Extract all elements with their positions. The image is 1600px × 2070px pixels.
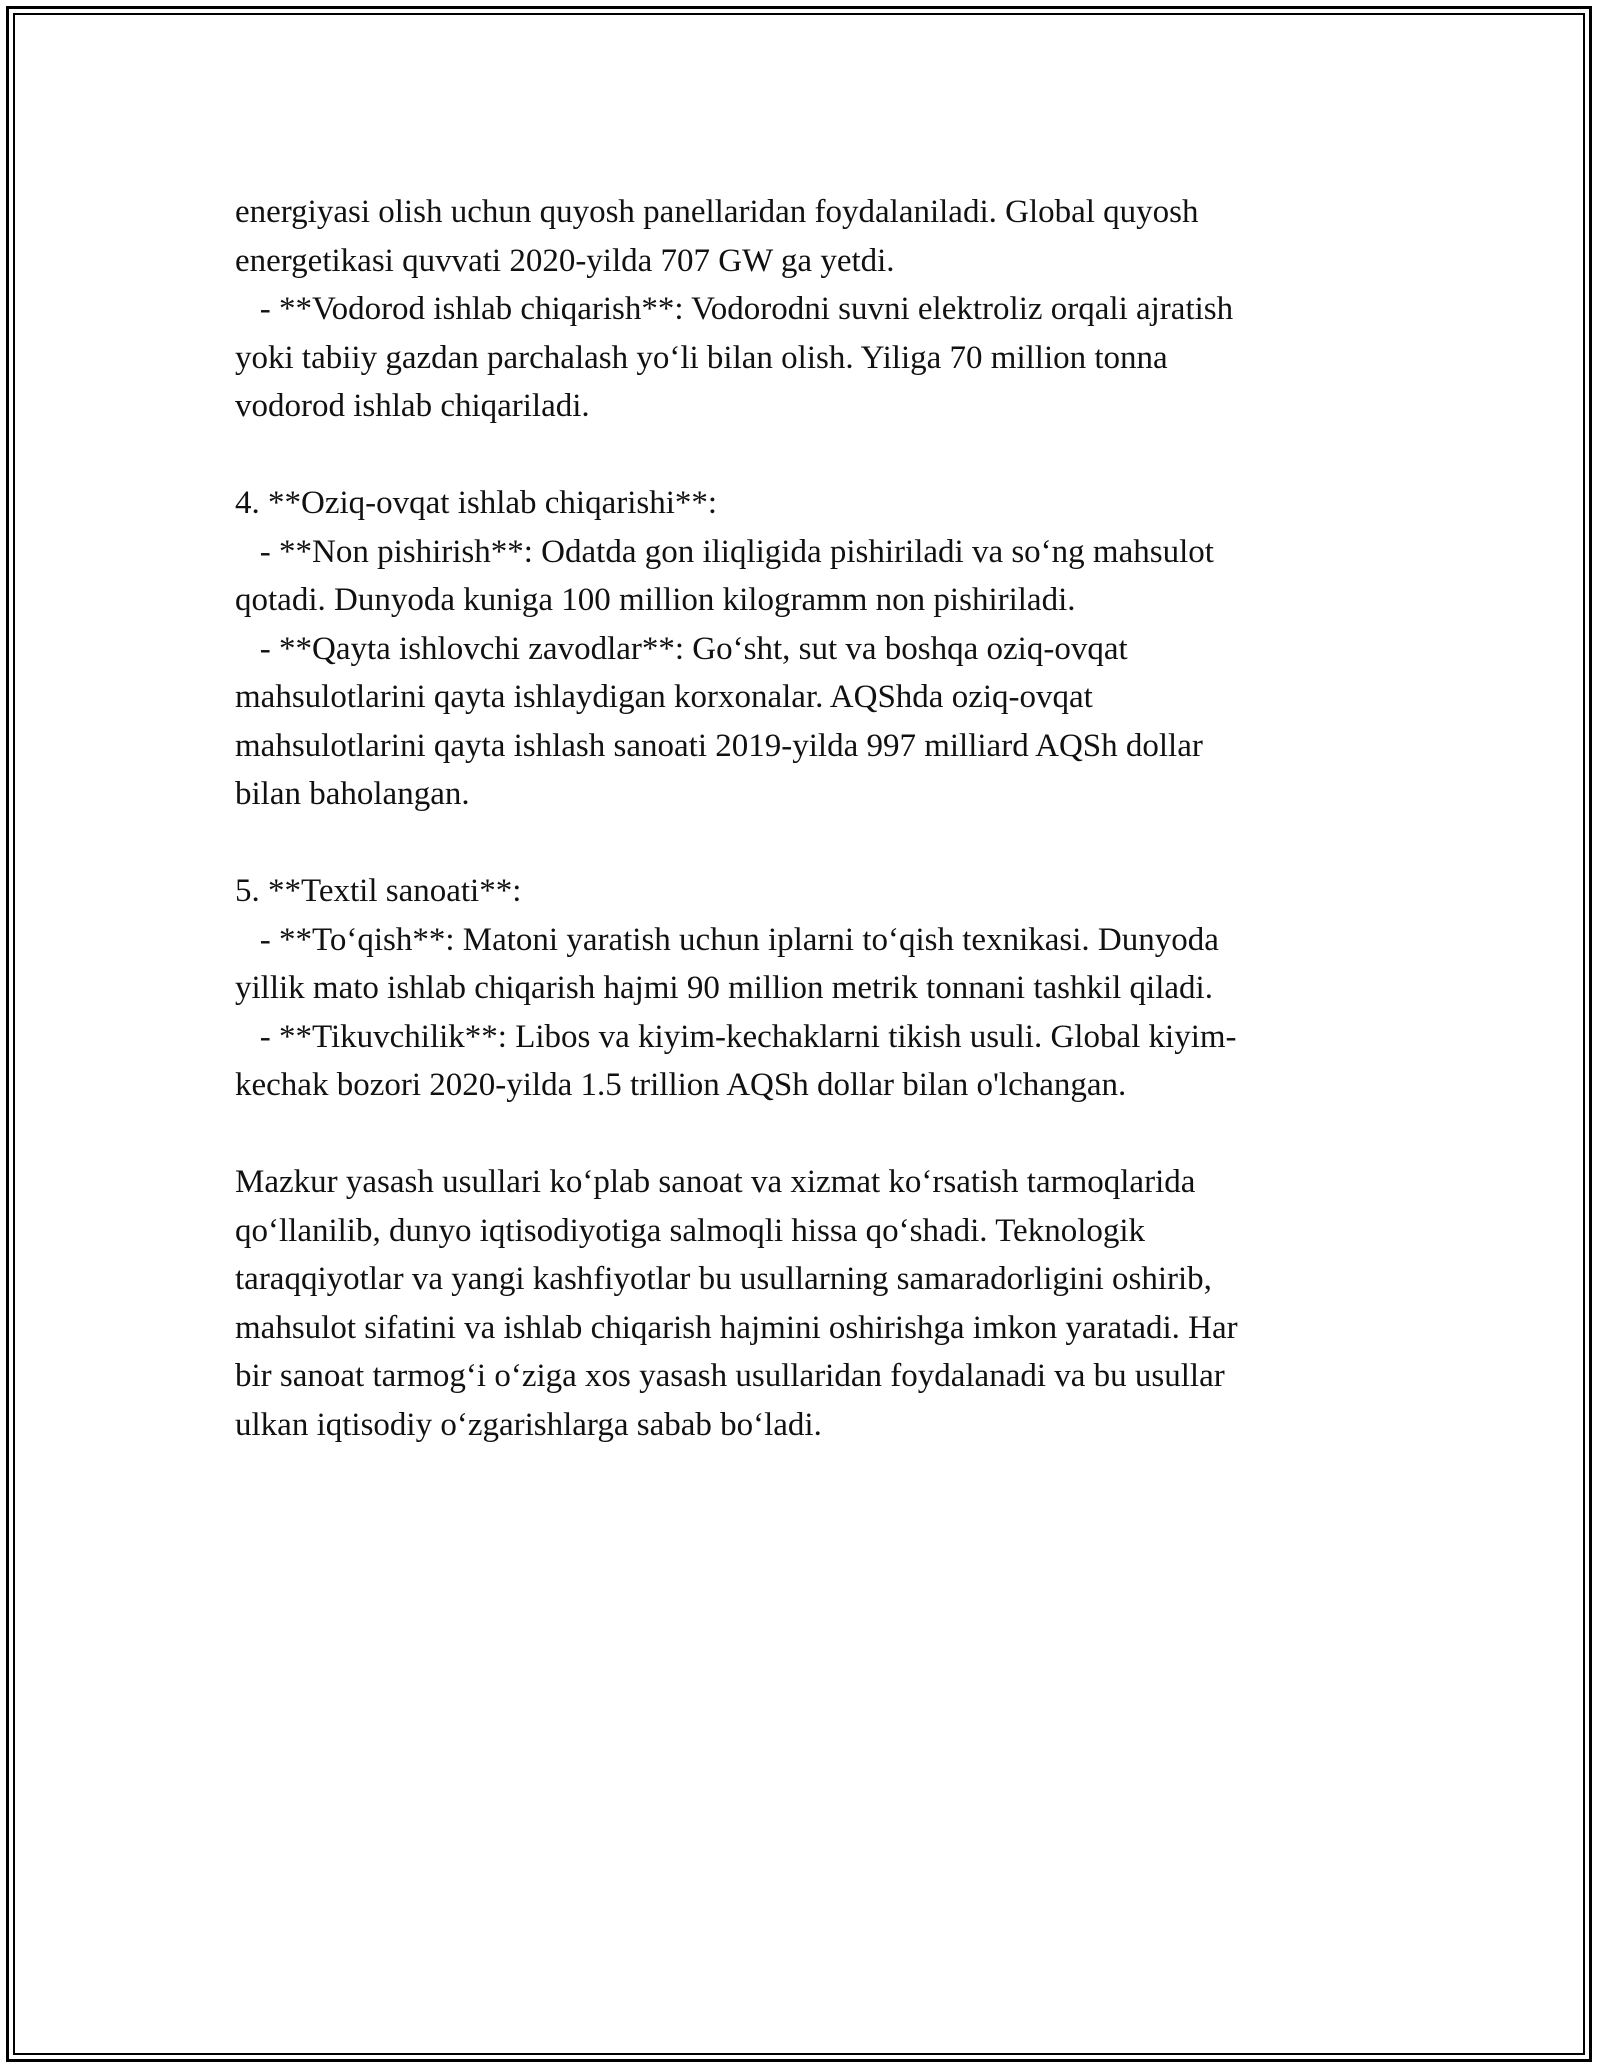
text-line: bilan baholangan.	[235, 776, 470, 812]
section-heading-oziq-ovqat: 4. **Oziq-ovqat ishlab chiqarishi**:	[235, 485, 718, 521]
paragraph-gap	[235, 431, 1365, 480]
list-item-qayta-ishlovchi: - **Qayta ishlovchi zavodlar**: Go‘sht, sut va boshqa oziq-ovqat	[235, 630, 1128, 667]
document-body	[235, 188, 1365, 1449]
text-line: energiyasi olish uchun quyosh panellaridan foydalaniladi. Global quyosh	[235, 194, 1199, 230]
conclusion-line: taraqqiyotlar va yangi kashfiyotlar bu usullarning samaradorligini oshirib,	[235, 1261, 1212, 1297]
text-line: qotadi. Dunyoda kuniga 100 million kilogramm non pishiriladi.	[235, 582, 1076, 618]
conclusion-line: qo‘llanilib, dunyo iqtisodiyotiga salmoqli hissa qo‘shadi. Teknologik	[235, 1212, 1146, 1249]
text-line: mahsulotlarini qayta ishlaydigan korxonalar. AQShda oziq-ovqat	[235, 679, 1093, 715]
text-line: yillik mato ishlab chiqarish hajmi 90 million metrik tonnani tashkil qiladi.	[235, 970, 1213, 1006]
section-heading-textil: 5. **Textil sanoati**:	[235, 873, 522, 909]
paragraph-gap	[235, 819, 1365, 868]
text-line: mahsulotlarini qayta ishlash sanoati 2019-yilda 997 milliard AQSh dollar	[235, 727, 1203, 764]
conclusion-line: mahsulot sifatini va ishlab chiqarish hajmini oshirishga imkon yaratadi. Har	[235, 1309, 1238, 1346]
text-line: yoki tabiiy gazdan parchalash yo‘li bilan olish. Yiliga 70 million tonna	[235, 339, 1168, 376]
list-item-vodorod: - **Vodorod ishlab chiqarish**: Vodorodni suvni elektroliz orqali ajratish	[235, 291, 1234, 327]
paragraph-gap	[235, 1110, 1365, 1159]
list-item-non-pishirish: - **Non pishirish**: Odatda gon iliqligida pishiriladi va so‘ng mahsulot	[235, 533, 1214, 570]
text-line: vodorod ishlab chiqariladi.	[235, 388, 590, 424]
list-item-tikuvchilik: - **Tikuvchilik**: Libos va kiyim-kechaklarni tikish usuli. Global kiyim-	[235, 1018, 1237, 1055]
text-line: energetikasi quvvati 2020-yilda 707 GW ga yetdi.	[235, 242, 895, 279]
conclusion-line: ulkan iqtisodiy o‘zgarishlarga sabab bo‘ladi.	[235, 1406, 822, 1443]
conclusion-line: bir sanoat tarmog‘i o‘ziga xos yasash usullaridan foydalanadi va bu usullar	[235, 1358, 1225, 1394]
list-item-toqish: - **To‘qish**: Matoni yaratish uchun iplarni to‘qish texnikasi. Dunyoda	[235, 921, 1219, 958]
conclusion-line: Mazkur yasash usullari ko‘plab sanoat va xizmat ko‘rsatish tarmoqlarida	[235, 1164, 1196, 1200]
text-line: kechak bozori 2020-yilda 1.5 trillion AQSh dollar bilan o'lchangan.	[235, 1067, 1127, 1103]
